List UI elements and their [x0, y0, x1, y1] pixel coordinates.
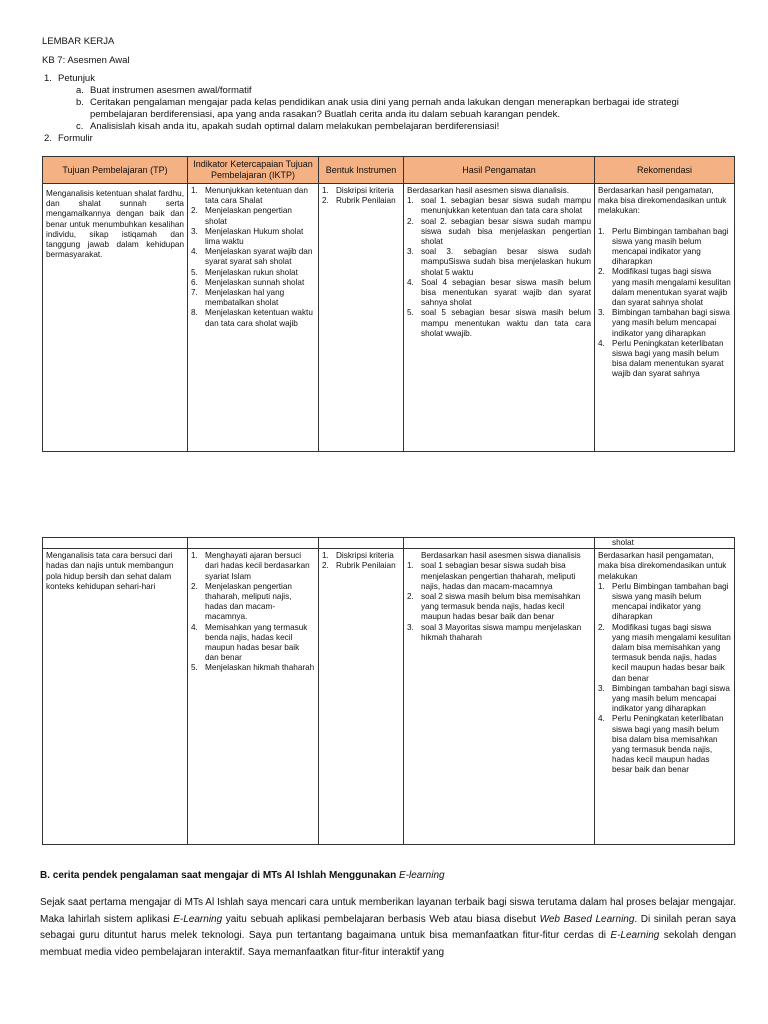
- row2-rek-cell: [595, 549, 735, 845]
- row1-rek-cell: [595, 184, 735, 452]
- list-item: 5. Menjelaskan hikmah thaharah: [191, 663, 315, 673]
- row1-rek-intro: Berdasarkan hasil pengamatan, maka bisa direkomendasikan untuk melakukan:: [598, 186, 727, 216]
- worksheet-title: LEMBAR KERJA: [42, 36, 115, 47]
- instruction-item-1: 1. Petunjuk a. Buat instrumen asesmen awal/formatif b. Ceritakan pengalaman mengajar pada kelas pendidikan anak usia dini yang pernah anda lakukan dengan menerapkan berbagai ide strategi pembelajaran berdiferensiasi, apa yang anda rasakan? Buatlah cerita anda itu dalam sebuah karangan pendek. c. Analisislah kisah anda itu, apakah sudah optimal dalam melakukan pembelajaran berdiferensiasi!: [42, 73, 742, 133]
- section-b: [40, 870, 736, 961]
- instruction-sub-c: c. Analisislah kisah anda itu, apakah sudah optimal dalam melakukan pembelajaran berdiferensiasi!: [76, 121, 500, 132]
- row2-rek-intro: Berdasarkan hasil pengamatan, maka bisa direkomendasikan untuk melakukan: [598, 551, 727, 581]
- list-item: 3. soal 3. sebagian besar siswa sudah mampuSiswa sudah bisa menjelaskan hukum sholat 5 waktu: [407, 247, 591, 277]
- list-item: 1. Menunjukkan ketentuan dan tata cara Shalat: [191, 186, 308, 206]
- kb-subtitle: KB 7: Asesmen Awal: [42, 55, 130, 66]
- col-header-hasil: Hasil Pengamatan: [404, 157, 595, 184]
- instruction-sub-a: a. Buat instrumen asesmen awal/formatif: [76, 85, 252, 96]
- row2-hasil-intro: Berdasarkan hasil asesmen siswa dianalisis: [421, 551, 581, 561]
- row2-top-tp: [43, 538, 188, 549]
- row1-instrumen-cell: [319, 184, 404, 452]
- row1-hasil-list: [407, 196, 591, 339]
- col-header-rekomendasi: Rekomendasi: [595, 157, 735, 184]
- row1-instrumen-list: [322, 186, 400, 206]
- row1-iktp-cell: [188, 184, 319, 452]
- section-b-paragraph: Sejak saat pertama mengajar di MTs Al Ishlah saya mencari cara untuk memberikan layanan terbaik bagi siswa terutama dalam hal proses belajar mengajar. Maka lahirlah sistem aplikasi E-Learning yaitu sebuah aplikasi pembelajaran berbasis Web atau biasa disebut Web Based Learning. Di sinilah peran saya sebagai guru dituntut harus melek teknologi. Saya pun tertantang bagaimana untuk bisa memanfaatkan fitur-fitur cerdas di E-Learning sekolah dengan membuat media video pembelajaran interaktif. Saya memanfaatkan fitur-fitur interaktif yang: [40, 897, 737, 958]
- list-item: 3. Bimbingan tambahan bagi siswa yang masih belum mencapai indikator yang diharapkan: [598, 683, 730, 714]
- list-item: 3. Menjelaskan Hukum sholat lima waktu: [191, 226, 304, 247]
- instruction-sublist: [58, 85, 742, 133]
- col-header-tp: Tujuan Pembelajaran (TP): [43, 157, 188, 184]
- row2-tp-cell: [43, 549, 188, 845]
- instruction-item-2: 2. Formulir: [44, 133, 93, 144]
- col-header-iktp: Indikator Ketercapaian Tujuan Pembelajaran (IKTP): [188, 157, 319, 184]
- row2-top-instrumen: [319, 538, 404, 549]
- list-item: 2. Rubrik Penilaian: [322, 196, 396, 206]
- row1-hasil-cell: [404, 184, 595, 452]
- list-item: 2. soal 2. sebagian besar siswa sudah mampu siswa sudah bisa menjelaskan pengertian sholat: [407, 216, 591, 247]
- row1-tp-cell: [43, 184, 188, 452]
- list-item: 2. Rubrik Penilaian: [322, 561, 396, 571]
- assessment-table-1: [42, 156, 735, 452]
- row2-instrumen-cell: [319, 549, 404, 845]
- list-item: 5. Menjelaskan rukun sholat: [191, 267, 298, 277]
- list-item: 8. Menjelaskan ketentuan waktu dan tata cara sholat wajib: [191, 308, 313, 328]
- list-item: 1. soal 1 sebagian besar siswa sudah bisa menjelaskan pengertian thaharah, meliputi najis, hadas dan macam-macamnya: [407, 561, 576, 591]
- instruction-list: [42, 73, 742, 145]
- instruction-sub-b: b. Ceritakan pengalaman mengajar pada kelas pendidikan anak usia dini yang pernah anda lakukan dengan menerapkan berbagai ide strategi pembelajaran berdiferensiasi, apa yang anda rasakan? Buatlah cerita anda itu dalam sebuah karangan pendek.: [76, 97, 679, 120]
- list-item: 2. Modifikasi tugas bagi siswa yang masih mengalami kesulitan dalam bisa memisahkan yang termasuk benda najis, hadas kecil maupun hadas besar baik dan benar: [598, 622, 731, 683]
- row2-hasil-cell: [404, 549, 595, 845]
- list-item: 1. Perlu Bimbingan tambahan bagi siswa yang masih belum mencapai indikator yang diharapkan: [598, 581, 729, 622]
- row2-rek-list: [598, 582, 731, 776]
- worksheet-header: [42, 36, 742, 145]
- list-item: 3. Bimbingan tambahan bagi siswa yang masih belum mencapai indikator yang diharapkan: [598, 308, 730, 338]
- row1-tp-text: Menganalisis ketentuan shalat fardhu, dan shalat sunnah serta mengamalkannya dengan baik dan benar untuk menumbuhkan kesalihan individu, sikap istiqamah dan tanggung jawab dalam kehidupan bermasyarakat.: [46, 189, 184, 260]
- list-item: 7. Menjelaskan hal yang membatalkan sholat: [191, 288, 285, 308]
- list-item: 2. Menjelaskan pengertian sholat: [191, 206, 292, 226]
- list-item: 1. Perlu Bimbingan tambahan bagi siswa yang masih belum mencapai indikator yang diharapkan: [598, 226, 729, 267]
- row2-iktp-list: [191, 551, 315, 673]
- list-item: 2. soal 2 siswa masih belum bisa memisahkan yang termasuk benda najis, hadas kecil maupun hadas besar baik dan benar: [407, 592, 581, 622]
- list-item: 3. soal 3 Mayoritas siswa mampu menjelaskan hikmah thaharah: [407, 622, 582, 642]
- row2-tp-text: Menganalisis tata cara bersuci dari hadas dan najis untuk membangun pola hidup bersih dan sehat dalam konteks kehidupan sehari-hari: [46, 551, 174, 591]
- row1-iktp-list: [191, 186, 315, 329]
- list-item: 2. Menjelaskan pengertian thaharah, meliputi najis, hadas dan macam-macamnya.: [191, 581, 292, 622]
- list-item: 4. Menjelaskan syarat wajib dan syarat syarat sah sholat: [191, 247, 313, 267]
- section-b-title: B. cerita pendek pengalaman saat mengajar di MTs Al Ishlah Menggunakan E-learning: [40, 870, 445, 881]
- row2-top-iktp: [188, 538, 319, 549]
- list-item: 1. Menghayati ajaran bersuci dari hadas kecil berdasarkan syariat Islam: [191, 551, 310, 581]
- col-header-instrumen: Bentuk Instrumen: [319, 157, 404, 184]
- row2-top-hasil: [404, 538, 595, 549]
- row2-iktp-cell: [188, 549, 319, 845]
- row1-hasil-intro: Berdasarkan hasil asesmen siswa dianalisis.: [407, 186, 570, 195]
- list-item: 1. Diskripsi kriteria: [322, 186, 394, 195]
- list-item: 4. Perlu Peningkatan keterlibatan siswa bagi yang masih belum bisa dalam menentukan syarat wajib dan syarat sahnya: [598, 338, 724, 379]
- list-item: 1. soal 1. sebagian besar siswa sudah mampu menunjukkan ketentuan dan tata cara sholat: [407, 196, 591, 216]
- list-item: 5. soal 5 sebagian besar siswa masih belum mampu menentukan waktu dan tata cara sholat wwajib.: [407, 308, 591, 338]
- list-item: 4. Memisahkan yang termasuk benda najis, hadas kecil maupun hadas besar baik dan benar: [191, 622, 308, 663]
- row2-hasil-list: [407, 561, 591, 643]
- list-item: 6. Menjelaskan sunnah sholat: [191, 277, 305, 287]
- assessment-table-2: [42, 537, 735, 845]
- list-item: 4. Soal 4 sebagian besar siswa masih belum bisa menentukan syarat wajib dan syarat sahnya sholat: [407, 277, 591, 308]
- row2-top-rek: sholat: [595, 538, 735, 549]
- list-item: 2. Modifikasi tugas bagi siswa yang masih mengalami kesulitan dalam menentukan syarat wajib dan syarat sahnya sholat: [598, 267, 731, 308]
- list-item: 4. Perlu Peningkatan keterlibatan siswa bagi yang masih belum bisa dalam bisa memisahkan yang termasuk benda najis, hadas kecil maupun hadas besar baik dan benar: [598, 714, 724, 775]
- list-item: 1. Diskripsi kriteria: [322, 551, 394, 561]
- row1-rek-list: [598, 227, 731, 380]
- row2-instrumen-list: [322, 551, 400, 571]
